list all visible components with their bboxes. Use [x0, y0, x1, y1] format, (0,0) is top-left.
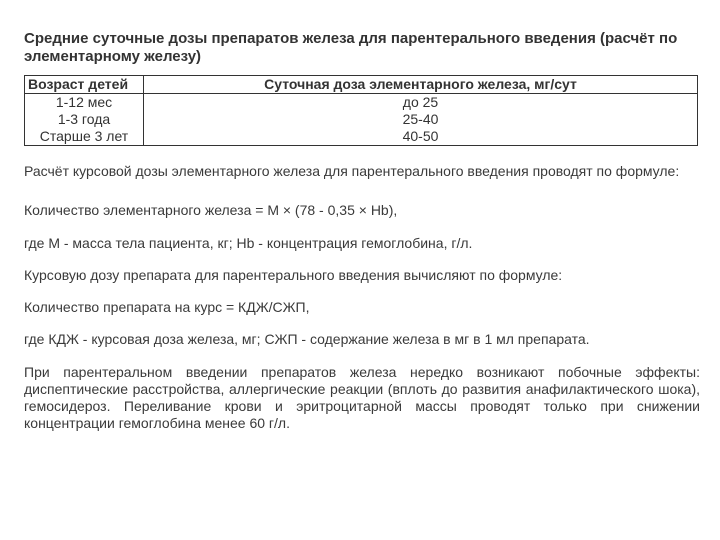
paragraph-formula-legend: где M - масса тела пациента, кг; Hb - концентрация гемоглобина, г/л. [24, 235, 473, 251]
table-row [25, 128, 698, 146]
table-header-row [25, 76, 698, 94]
cell-age: 1-3 года [25, 111, 144, 128]
table-row [25, 111, 698, 128]
header-daily-dose: Суточная доза элементарного железа, мг/сут [144, 76, 698, 94]
dose-table [24, 75, 698, 146]
paragraph-course-dose-intro: Расчёт курсовой дозы элементарного железа для парентерального введения проводят по формуле: [24, 163, 680, 179]
cell-dose: 25-40 [144, 111, 698, 128]
paragraph-side-effects: При парентеральном введении препаратов железа нередко возникают побочные эффекты: диспептические расстройства, аллергические реакции (вплоть до развития анафилактического шока), гемосидероз. Переливание крови и эритроцитарной массы проводят только при снижении концентрации гемоглобина менее 60 г/л. [24, 364, 700, 431]
paragraph-iron-formula: Количество элементарного железа = M × (78 - 0,35 × Hb), [24, 202, 398, 218]
paragraph-preparation-formula: Количество препарата на курс = КДЖ/СЖП, [24, 299, 310, 315]
document-page [24, 30, 700, 432]
cell-age: 1-12 мес [25, 94, 144, 112]
cell-dose: до 25 [144, 94, 698, 112]
paragraph-preparation-legend: где КДЖ - курсовая доза железа, мг; СЖП - содержание железа в мг в 1 мл препарата. [24, 331, 590, 347]
table-row [25, 94, 698, 112]
document-title: Средние суточные дозы препаратов железа для парентерального введения (расчёт по элементарному железу) [24, 30, 678, 65]
cell-age: Старше 3 лет [25, 128, 144, 146]
header-age: Возраст детей [25, 76, 144, 94]
paragraph-preparation-intro: Курсовую дозу препарата для парентерального введения вычисляют по формуле: [24, 267, 563, 283]
cell-dose: 40-50 [144, 128, 698, 146]
